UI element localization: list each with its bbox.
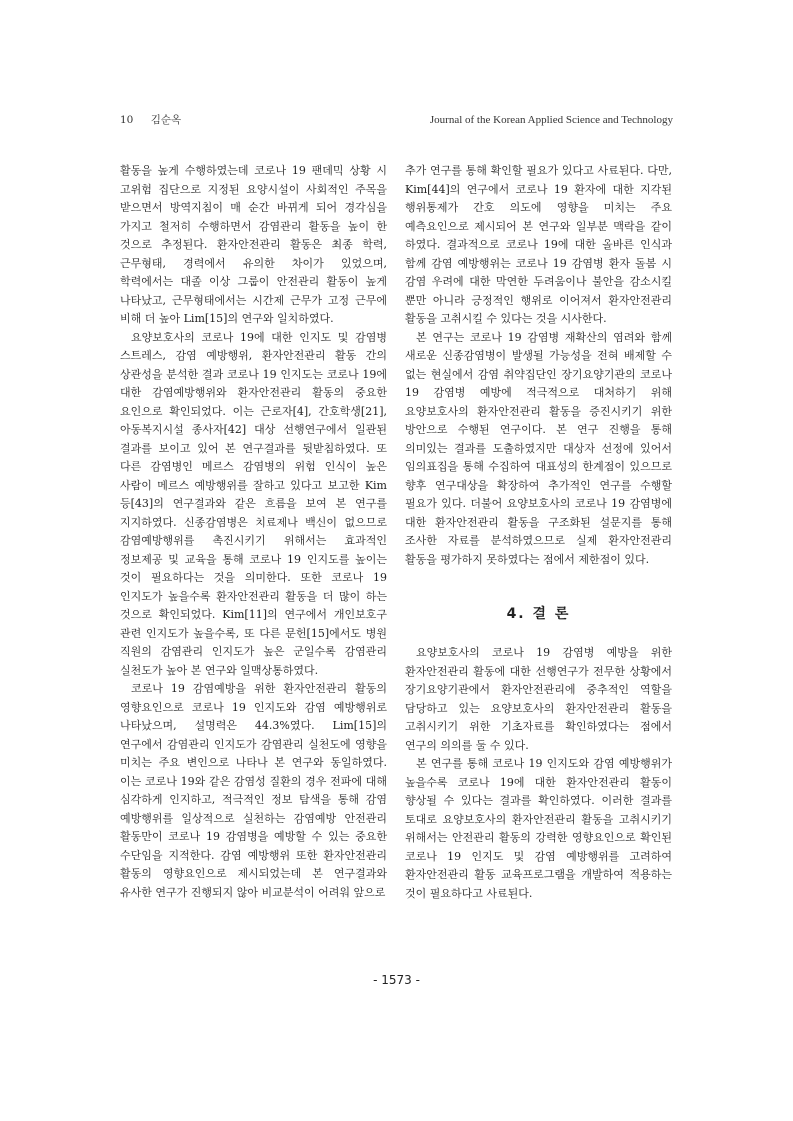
right-paragraph-3: 요양보호사의 코로나 19 감염병 예방을 위한 환자안전관리 활동에 대한 선행연구가 전무한 상황에서 장기요양기관에서 환자안전관리에 중추적인 역할을 담당하고 있는 요양보호사의 환자안전관리 활동을 고취시키기 위한 기초자료를 확인하였다는 점에서 연구의 의의를 둘 수 있다. [405,646,672,752]
header-journal-title: Journal of the Korean Applied Science and Technology [429,114,673,126]
right-lower-text [405,644,672,903]
left-paragraph-3: 코로나 19 감염예방을 위한 환자안전관리 활동의 영향요인으로 코로나 19 인지도와 감염 예방행위로 나타났으며, 설명력은 44.3%였다. Lim[15]의 연구에서 감염관리 인지도가 감염관리 실천도에 영향을 미치는 주요 변인으로 나타나 본 연구와 동일하였다. 이는 코로나 19와 같은 감염성 질환의 경우 전파에 대해 심각하게 인지하고, 적극적인 정보 탐색을 통해 감염 예방행위를 일상적으로 실천하는 감염예방 안전관리 활동만이 코로나 19 감염병을 예방할 수 있는 중요한 수단임을 지적한다. 감염 예방행위 또한 환자안전관리 활동의 영향요인으로 제시되었는데 본 연구결과와 유사한 연구가 진행되지 않아 비교분석이 어려워 앞으로 [120,682,387,899]
header-left [120,112,195,127]
right-paragraph-2: 본 연구는 코로나 19 감염병 재확산의 염려와 함께 새로운 신종감염병이 발생될 가능성을 전혀 배제할 수 없는 현실에서 감염 취약집단인 장기요양기관의 코로나 19 감염병 예방에 적극적으로 대처하기 위해 요양보호사의 환자안전관리 활동을 증진시키기 위한 방안으로 수행된 연구이다. 본 연구 진행을 통해 의미있는 결과를 도출하였지만 대상자 선정에 있어서 임의표집을 통해 수집하여 대표성의 한계점이 있으므로 향후 연구대상을 확장하여 추가적인 연구를 수행할 필요가 있다. 더불어 요양보호사의 코로나 19 감염병에 대한 환자안전관리 활동을 구조화된 설문지를 통해 조사한 자료를 분석하였으므로 실제 환자안전관리 활동을 평가하지 못하였다는 점에서 제한점이 있다. [405,330,672,566]
left-paragraph-1: 활동을 높게 수행하였는데 코로나 19 팬데믹 상황 시 고위험 집단으로 지정된 요양시설이 사회적인 주목을 받으면서 방역지침이 매 순간 바뀌게 되어 경각심을 가지고 철저히 수행하면서 감염관리 활동을 높이 한 것으로 추정된다. 환자안전관리 활동은 최종 학력, 근무형태, 경력에서 유의한 차이가 있었으며, 학력에서는 대졸 이상 그룹이 안전관리 활동이 높게 나타났고, 근무형태에서는 시간제 근무가 고정 근무에 비해 더 높아 Lim[15]의 연구와 일치하였다. [120,164,387,325]
right-column [405,162,672,922]
right-upper-text [405,162,672,569]
header-author: 김순옥 [150,114,182,126]
section-title-conclusion: 4. 결 론 [506,606,571,622]
left-column [120,162,387,902]
header-page-number: 10 [120,114,134,126]
page-number: - 1573 - [373,973,420,987]
right-paragraph-1: 추가 연구를 통해 확인할 필요가 있다고 사료된다. 다만, Kim[44]의 연구에서 코로나 19 환자에 대한 지각된 행위통제가 간호 의도에 영향을 미치는 주요 예측요인으로 제시되어 본 연구와 일부분 맥락을 같이 하였다. 결과적으로 코로나 19에 대한 올바른 인식과 함께 감염 예방행위는 코로나 19 감염병 환자 돌봄 시 감염 우려에 대한 막연한 두려움이나 불안을 감소시킬 뿐만 아니라 긍정적인 행위로 이어져서 환자안전관리 활동을 고취시킬 수 있다는 것을 시사한다. [405,164,672,325]
right-paragraph-4: 본 연구를 통해 코로나 19 인지도와 감염 예방행위가 높을수록 코로나 19에 대한 환자안전관리 활동이 향상될 수 있다는 결과를 확인하였다. 이러한 결과를 토대로 요양보호사의 환자안전관리 활동을 고취시키기 위해서는 안전관리 활동의 강력한 영향요인으로 확인된 코로나 19 인지도 및 감염 예방행위를 고려하여 환자안전관리 활동 교육프로그램을 개발하여 적용하는 것이 필요하다고 사료된다. [405,757,672,900]
running-header [120,112,673,130]
left-paragraph-2: 요양보호사의 코로나 19에 대한 인지도 및 감염병 스트레스, 감염 예방행위, 환자안전관리 활동 간의 상관성을 분석한 결과 코로나 19 인지도는 코로나 19에 대한 감염예방행위와 환자안전관리 활동의 중요한 요인으로 확인되었다. 이는 근로자[4], 간호학생[21], 아동복지시설 종사자[42] 대상 선행연구에서 일관된 결과를 보이고 있어 본 연구결과를 뒷받침하였다. 또 다른 감염병인 메르스 감염병의 위험 인식이 높은 사람이 메르스 예방행위를 잘하고 있다고 보고한 Kim 등[43]의 연구결과와 같은 흐름을 보여 본 연구를 지지하였다. 신종감염병은 치료제나 백신이 없으므로 감염예방행위를 촉진시키기 위해서는 효과적인 정보제공 및 교육을 통해 코로나 19 인지도를 높이는 것이 필요하다는 것을 의미한다. 또한 코로나 19 인지도가 높을수록 환자안전관리 활동을 더 많이 하는 것으로 확인되었다. Kim[11]의 연구에서 개인보호구 관련 인지도가 높을수록, 또 다른 문헌[15]에서도 병원 직원의 감염관리 인지도가 높은 군일수록 감염관리 실천도가 높아 본 연구와 일맥상통하였다. [120,330,387,677]
